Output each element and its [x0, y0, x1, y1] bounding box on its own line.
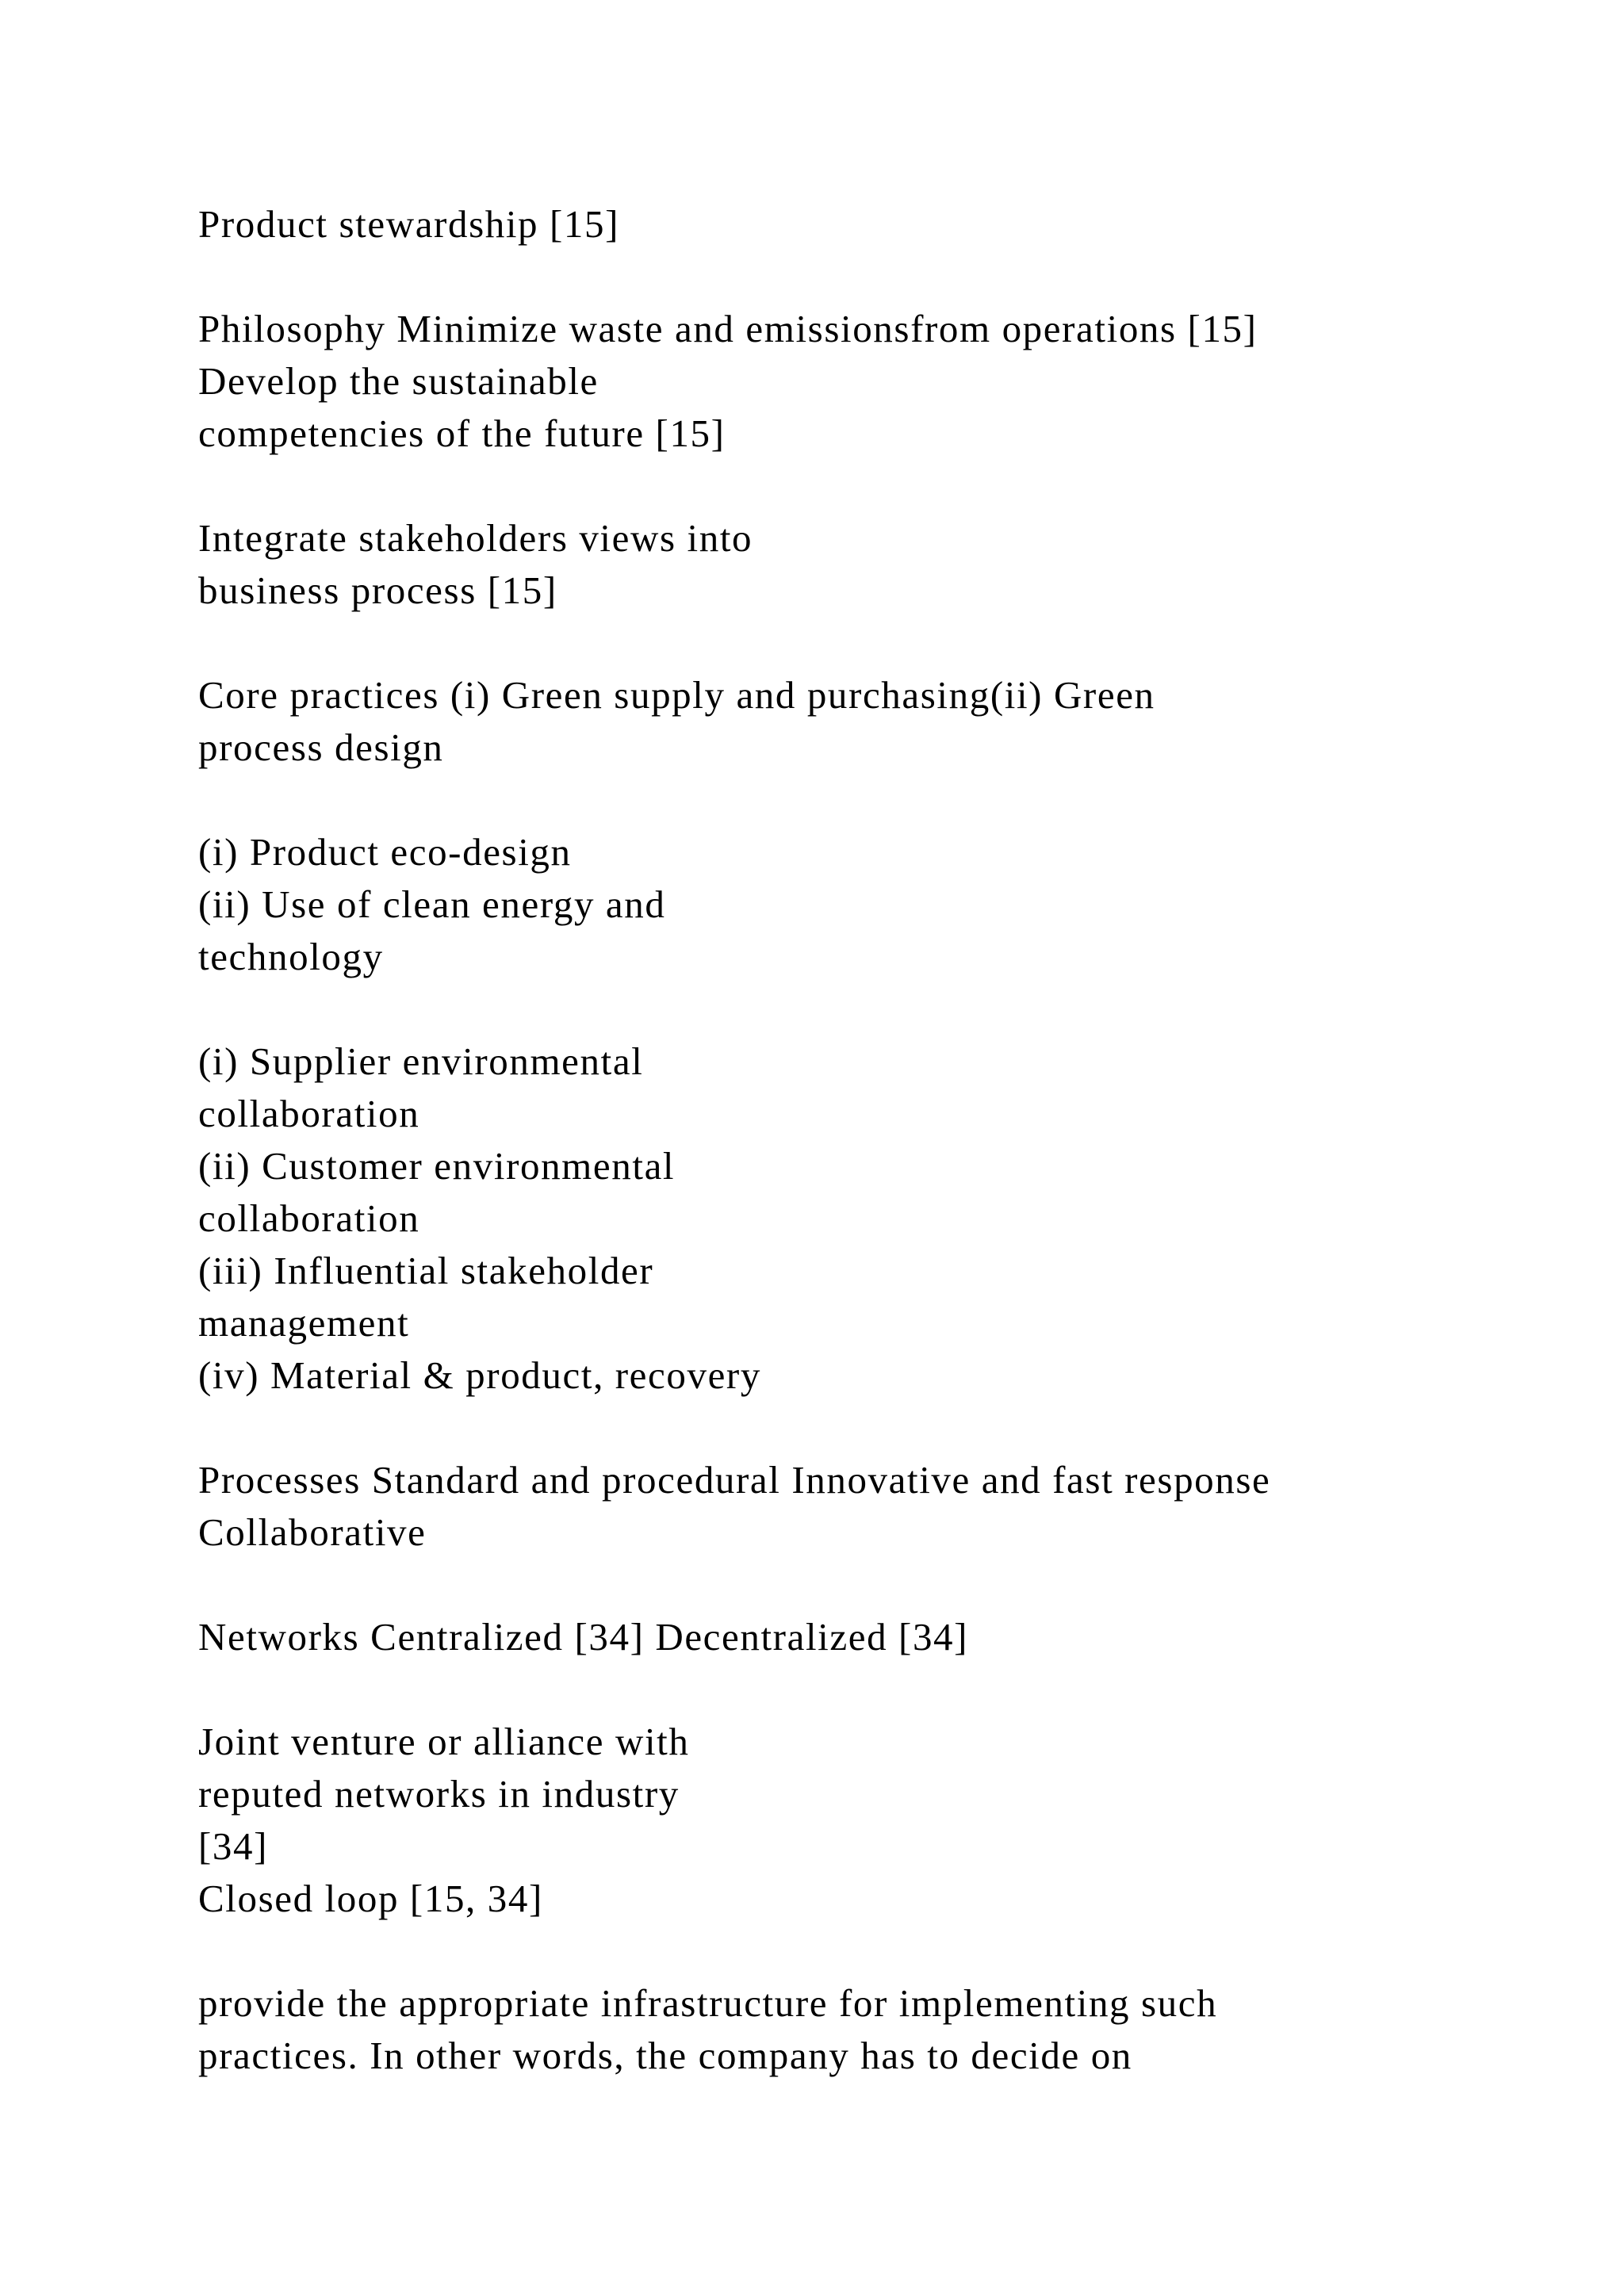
- text-line: competencies of the future [15]: [198, 411, 726, 455]
- text-line: Philosophy Minimize waste and emissionsfrom operations [15]: [198, 307, 1258, 350]
- text-line: Integrate stakeholders views into: [198, 516, 753, 560]
- text-line: collaboration: [198, 1092, 420, 1135]
- text-line: Networks Centralized [34] Decentralized [34]: [198, 1615, 969, 1659]
- text-line: (i) Supplier environmental: [198, 1039, 644, 1083]
- text-line: [34]: [198, 1824, 269, 1868]
- text-line: technology: [198, 935, 384, 978]
- text-line: Core practices (i) Green supply and purchasing(ii) Green: [198, 673, 1155, 717]
- text-line: Collaborative: [198, 1510, 427, 1554]
- text-line: business process [15]: [198, 568, 557, 612]
- text-line: Closed loop [15, 34]: [198, 1877, 543, 1920]
- text-line: Product stewardship [15]: [198, 202, 620, 246]
- text-line: (ii) Customer environmental: [198, 1144, 676, 1188]
- text-line: (iii) Influential stakeholder: [198, 1249, 654, 1292]
- text-line: practices. In other words, the company has to decide on: [198, 2034, 1132, 2077]
- text-line: Joint venture or alliance with: [198, 1720, 690, 1763]
- text-line: Develop the sustainable: [198, 359, 599, 403]
- text-line: reputed networks in industry: [198, 1772, 680, 1816]
- text-line: collaboration: [198, 1196, 420, 1240]
- text-line: (iv) Material & product, recovery: [198, 1353, 761, 1397]
- text-line: (i) Product eco-design: [198, 830, 572, 874]
- text-line: Processes Standard and procedural Innovative and fast response: [198, 1458, 1271, 1502]
- text-line: management: [198, 1301, 410, 1345]
- text-line: process design: [198, 725, 444, 769]
- text-line: provide the appropriate infrastructure for implementing such: [198, 1981, 1218, 2025]
- text-line: (ii) Use of clean energy and: [198, 882, 666, 926]
